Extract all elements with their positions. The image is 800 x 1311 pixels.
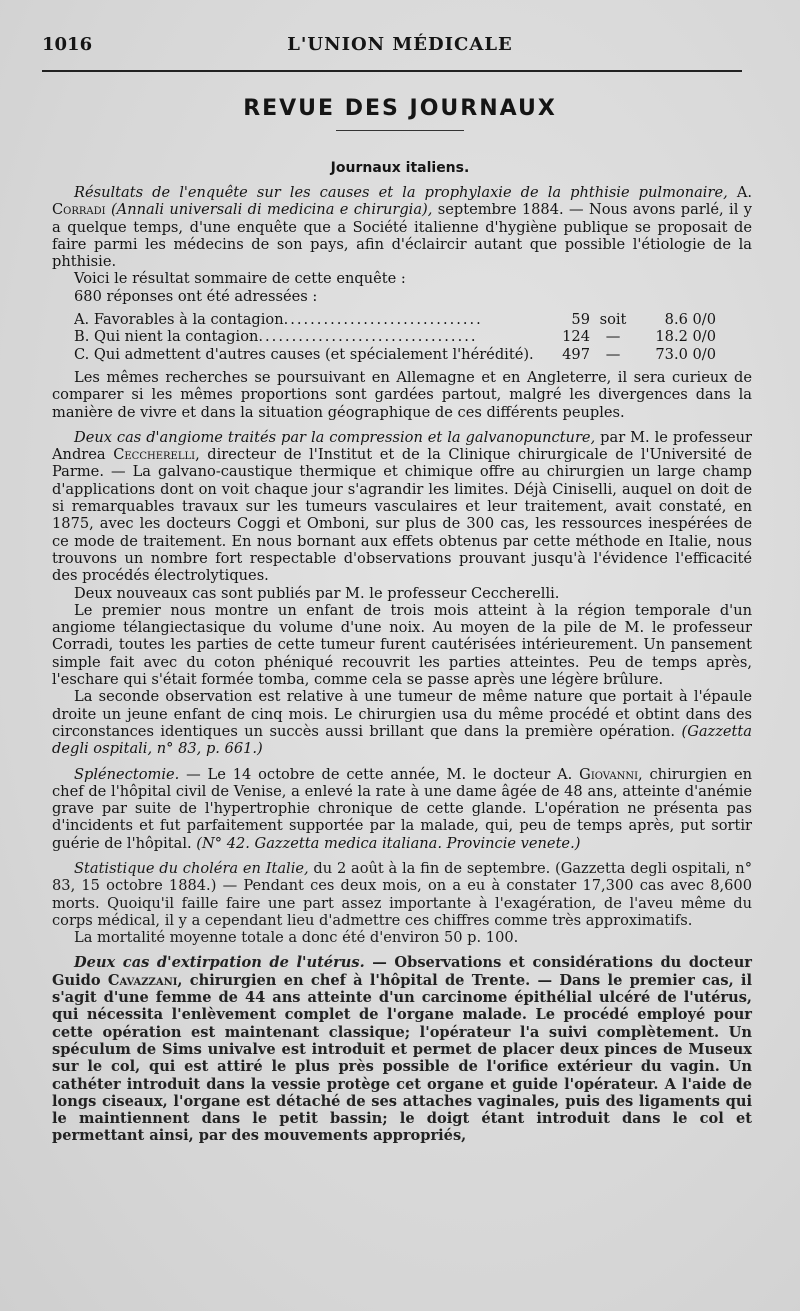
article-text: , directeur de l'Institut et de la Clinique chirurgicale de l'Université de Parme. — La galvano-caustique thermique et chimique offre au chirurgien un large champ d'applications dont on voit chaque jour s'agrandir les limites. Déjà Ciniselli, auquel on doit de si remarquables travaux sur les tumeurs vasculaires et leur traitement, avait constaté, en 1875, avec les docteurs Coggi et Omboni, sur plus de 300 cas, les ressources inespérées de ce mode de traitement. En nous bornant aux effets obtenus par cette méthode en Italie, nous trouvons un nombre fort respectable d'observations prouvant jusqu'à l'évidence l'efficacité des procédés électrolytiques.: [52, 446, 753, 585]
article-text: septembre 1884. — Nous avons parlé, il y a quelque temps, d'une enquête que a Société italienne d'hygiène publique se proposait de faire parmi les médecins de son pays, afin d'éclaircir autant que possible l'étiologie de la phthisie.: [52, 201, 752, 271]
paragraph-text: La seconde observation est relative à une tumeur de même nature que portait à l'épaule droite un jeune enfant de cinq mois. Le chirurgien usa du même procédé et obtint dans des circonstances identiques un succès aussi brillant que dans la première opération.: [52, 688, 752, 740]
results-table: [74, 311, 716, 363]
article-title: Résultats de l'enquête sur les causes et la prophylaxie de la phthisie pulmonaire,: [74, 184, 728, 201]
table-row: [74, 328, 716, 345]
stat-sep: —: [605, 328, 621, 346]
article-text: du 2 août à la fin de septembre. (Gazzetta degli ospitali, n° 83, 15 octobre 1884.) — Pendant ces deux mois, on a eu à constater 17,300 cas avec 8,600 morts. Quoiqu'il faille faire une part assez importante à l'exagération, de l'aveu même du corps médical, il y a cependant lieu d'admettre ces chiffres comme très approximatifs.: [52, 859, 752, 929]
stat-count: 59: [571, 311, 590, 329]
stat-count: 124: [562, 328, 590, 346]
article-title: Statistique du choléra en Italie,: [74, 859, 309, 877]
stat-percent: 73.0 0/0: [655, 345, 716, 363]
header-rule: [42, 70, 742, 72]
article-corradi: [52, 184, 752, 270]
stat-label: C. Qui admettent d'autres causes (et spécialement l'hérédité).: [74, 345, 534, 363]
article-source: (Annali universali di medicina e chirurgia),: [110, 201, 433, 219]
stat-percent: 8.6 0/0: [664, 311, 716, 329]
stat-sep: —: [605, 345, 621, 363]
article-text: , chirurgien en chef de l'hôpital civil de Venise, a enlevé la rate à une dame âgée de 48 ans, atteinte d'anémie grave par suite de l'hypertrophie chronique de cette glande. L'opération ne présenta pas d'incidents et fut parfaitement supportée par la malade, qui, peu de temps après, put sortir guérie de l'hôpital.: [52, 765, 753, 852]
article-text: , chirurgien en chef à l'hôpital de Trente. — Dans le premier cas, il s'agit d'une femme de 44 ans atteinte d'un carcinome épithélial ulcéré de l'utérus, qui nécessita l'enlèvement complet de l'organe malade. Le procédé employé pour cette opération est maintenant classique; l'opérateur l'a suivi complètement. Un spéculum de Sims univalve est introduit et permet de placer deux pinces de Museux sur le col, qui est attiré le plus près possible de l'orifice extérieur du vagin. Un cathéter introduit dans la vessie protège cet organe et guide l'opérateur. A l'aide de longs ciseaux, l'organe est détaché de ses attaches vaginales, puis des ligaments qui le maintiennent dans le petit bassin; le doigt étant introduit dans le col et permettant ainsi, par des mouvements appropriés,: [52, 971, 753, 1145]
running-head: [42, 30, 758, 58]
paragraph: La mortalité moyenne totale a donc été d'environ 50 p. 100.: [74, 929, 519, 947]
table-row: [74, 311, 716, 328]
article-splenectomie: [52, 766, 752, 852]
article-reference: (Gazzetta degli ospitali, n° 83, p. 661.): [52, 722, 752, 758]
leader-dots: .................................: [258, 328, 478, 346]
article-title: Deux cas d'extirpation de l'utérus.: [74, 954, 365, 972]
table-row: [74, 346, 716, 363]
body-text: [52, 184, 752, 1145]
stat-label: B. Qui nient la contagion: [74, 328, 259, 346]
journal-name: L'UNION MÉDICALE: [287, 34, 513, 55]
subsection-title: Journaux italiens.: [330, 160, 470, 176]
paragraph: Les mêmes recherches se poursuivant en Allemagne et en Angleterre, il sera curieux de comparer si les mêmes proportions sont gardées partout, malgré les divergences dans la manière de vivre et dans la situation géographique de ces différents peuples.: [52, 368, 752, 421]
paragraph: Le premier nous montre un enfant de trois mois atteint à la région temporale d'un angiome télangiectasique du volume d'une noix. Au moyen de la pile de M. le professeur Corradi, toutes les parties de cette tumeur furent cautérisées intérieurement. Un pansement simple fait avec du coton phéniqué recouvrit les parties atteintes. Peu de temps après, l'eschare qui s'était formée tomba, comme cela se passe après une légère brûlure.: [52, 601, 752, 689]
article-author: Giovanni: [579, 765, 639, 783]
paragraph: Voici le résultat sommaire de cette enquête :: [74, 270, 406, 288]
article-lead: — Observations et considérations du docteur Guido: [52, 954, 752, 989]
section-title: REVUE DES JOURNAUX: [243, 96, 557, 121]
article-lead: — Le 14 octobre de cette année, M. le docteur A.: [179, 765, 580, 783]
stat-sep: soit: [599, 311, 627, 329]
paragraph: Deux nouveaux cas sont publiés par M. le professeur Ceccherelli.: [74, 584, 560, 602]
stat-percent: 18.2 0/0: [655, 328, 716, 346]
article-ceccherelli: [52, 429, 752, 585]
article-author: A. Corradi: [52, 184, 752, 219]
article-author: Cavazzani: [107, 971, 178, 989]
page-number: 1016: [42, 34, 93, 55]
article-uterus: [52, 954, 752, 1144]
title-rule: [336, 130, 464, 131]
paragraph: [52, 688, 752, 757]
article-reference: (N° 42. Gazzetta medica italiana. Provincie venete.): [191, 834, 581, 852]
article-cholera: [52, 860, 752, 929]
article-title: Deux cas d'angiome traités par la compression et la galvanopuncture,: [74, 428, 596, 446]
paragraph: 680 réponses ont été adressées :: [74, 287, 318, 305]
stat-label: A. Favorables à la contagion: [74, 311, 284, 329]
article-author: Ceccherelli: [113, 446, 196, 464]
stat-count: 497: [562, 345, 590, 363]
article-title: Splénectomie.: [74, 765, 180, 783]
leader-dots: ..............................: [283, 311, 483, 329]
article-lead: par M. le professeur Andrea: [52, 428, 753, 464]
